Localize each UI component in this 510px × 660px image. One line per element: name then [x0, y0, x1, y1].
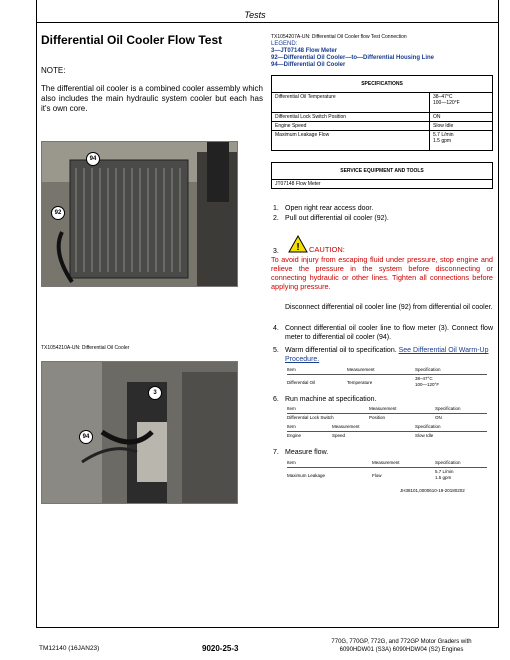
- warm-up-procedure-link[interactable]: See Differential Oil Warm-Up Procedure.: [285, 347, 489, 363]
- legend: [271, 34, 434, 69]
- photo-caption: TX1054210A-UN: Differential Oil Cooler: [41, 345, 130, 351]
- step-3-num: 3.: [273, 248, 279, 255]
- table-row: JT07148 Flow Meter: [272, 180, 493, 189]
- step-5: 5. Warm differential oil to specification. See Differential Oil Warm-Up Procedure.: [273, 347, 489, 363]
- page-title: Differential Oil Cooler Flow Test: [41, 33, 223, 47]
- table-row: Maximum Leakage Flow 5.7 L/min 1.5 gpm: [272, 131, 493, 151]
- legend-caption: TX1054207A-UN: Differential Oil Cooler flow Test Connection: [271, 34, 407, 40]
- footer-right: 770G, 770GP, 772G, and 772GP Motor Graders with 6090HDW01 (S3A) 6090HDW04 (S2) Engines: [331, 639, 472, 653]
- step-2: 2. Pull out differential oil cooler (92).: [273, 215, 389, 222]
- step-4: 4. Connect differential oil cooler line to flow meter (3). Connect flow meter to differential oil cooler (94).: [273, 325, 493, 341]
- header-rule: [36, 22, 499, 23]
- specifications-header: SPECIFICATIONS: [272, 76, 493, 93]
- callout-94b: 94: [79, 430, 93, 444]
- footer-page-number: 9020-25-3: [202, 644, 239, 653]
- flow-meter-photo: [41, 361, 238, 504]
- callout-92: 92: [51, 206, 65, 220]
- tools-table: [271, 162, 493, 189]
- cooler-photo: [41, 141, 238, 287]
- legend-item: 94—Differential Oil Cooler: [271, 62, 346, 68]
- caution-label: CAUTION:: [309, 245, 345, 254]
- intro-text: The differential oil cooler is a combined cooler assembly which also includes the main hydraulic system cooler but each has it's own core.: [41, 84, 263, 113]
- step-1: 1. Open right rear access door.: [273, 205, 374, 212]
- legend-item: 92—Differential Oil Cooler—to—Differential Housing Line: [271, 55, 435, 61]
- step-6: 6. Run machine at specification.: [273, 396, 377, 403]
- table-row: Differential Lock Switch Position ON: [272, 113, 493, 122]
- table-row: Engine Speed Slow Idle: [272, 122, 493, 131]
- callout-3: 3: [148, 386, 162, 400]
- document-id: JH38101,0000610-19-20180202: [400, 488, 465, 493]
- step-7-table: Item Measurement Specification Maximum Leakage Flow 5.7 L/min 1.5 gpm: [287, 460, 487, 483]
- table-row: Differential Oil Temperature 38–47°C 100—120°F: [272, 93, 493, 113]
- tools-header: SERVICE EQUIPMENT AND TOOLS: [272, 163, 493, 180]
- flow-meter-photo-art: [42, 362, 238, 504]
- legend-item: 3—JT07148 Flow Meter: [271, 48, 338, 54]
- cooler-photo-art: [42, 142, 238, 287]
- section-header: Tests: [244, 10, 266, 20]
- caution-text: To avoid injury from escaping fluid under pressure, stop engine and relieve the pressure in the system before disconnecting or connecting hydraulic or other lines. Tighten all connections before applying pressure.: [271, 255, 493, 291]
- note-label: NOTE:: [41, 66, 66, 75]
- svg-text:!: !: [296, 242, 300, 253]
- step-3-text: Disconnect differential oil cooler line (92) from differential oil cooler.: [285, 304, 493, 311]
- footer-left: TM12140 (16JAN23): [39, 645, 100, 652]
- step-5-table: Item Measurement Specification Differential Oil Temperature 38–47°C 100—120°F: [287, 367, 487, 390]
- step-6-table: Item Measurement Specification Differential Lock Switch Position ON Item Measurement Specification Engine Speed Slow Idle: [287, 406, 487, 439]
- specifications-table: [271, 75, 493, 151]
- legend-title: LEGEND:: [271, 41, 298, 47]
- callout-94: 94: [86, 152, 100, 166]
- step-7: 7. Measure flow.: [273, 449, 329, 456]
